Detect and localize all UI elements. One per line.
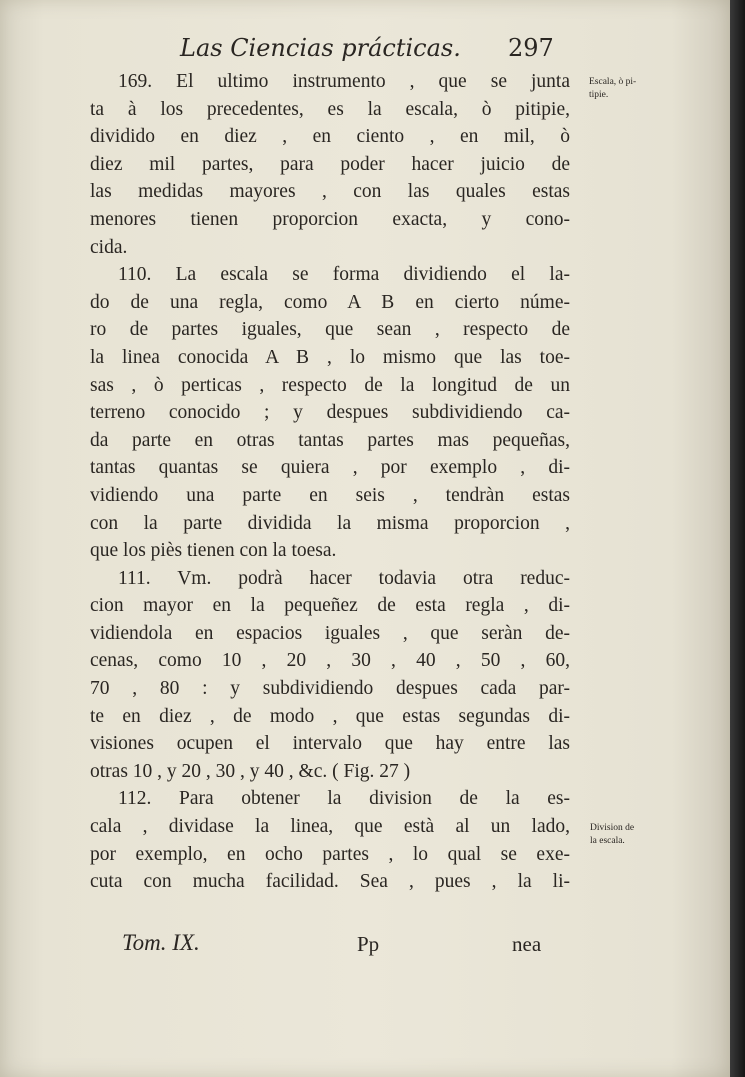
text-line: cuta con mucha facilidad. Sea , pues , la li-: [90, 871, 570, 893]
margin-note-division: [590, 822, 662, 848]
text-line: las medidas mayores , con las quales estas: [90, 181, 570, 203]
text-line: la linea conocida A B , lo mismo que las toe-: [90, 346, 570, 368]
page-footer: [122, 930, 562, 964]
text-line: terreno conocido ; y despues subdividiendo ca-: [90, 402, 570, 424]
text-line: da parte en otras tantas partes mas pequeñas,: [90, 429, 570, 451]
text-line: que los piès tienen con la toesa.: [90, 540, 337, 562]
text-line: cida.: [90, 236, 128, 258]
margin-note-line: la escala.: [590, 836, 625, 846]
text-line: cala , dividase la linea, que està al un lado,: [90, 816, 570, 838]
margin-note-line: tipie.: [589, 90, 609, 100]
running-title: Las Ciencias prácticas.: [180, 34, 461, 62]
text-line: visiones ocupen el intervalo que hay entre las: [90, 733, 570, 755]
text-line: dividido en diez , en ciento , en mil, ò: [90, 126, 570, 148]
catchword: nea: [512, 932, 542, 956]
text-line: 112. Para obtener la division de la es-: [118, 788, 570, 810]
volume-label: Tom. IX.: [122, 930, 200, 955]
margin-note-escala: [589, 76, 661, 102]
text-line: por exemplo, en ocho partes , lo qual se exe-: [90, 843, 570, 865]
margin-note-line: Escala, ò pi-: [589, 77, 637, 87]
signature-mark: Pp: [357, 932, 380, 956]
body-text: [90, 68, 570, 896]
text-line: cion mayor en la pequeñez de esta regla , di-: [90, 595, 570, 617]
text-line: cenas, como 10 , 20 , 30 , 40 , 50 , 60,: [90, 650, 570, 672]
margin-note-line: Division de: [590, 823, 635, 833]
text-line: 111. Vm. podrà hacer todavia otra reduc-: [118, 567, 570, 589]
text-line: do de una regla, como A B en cierto núme-: [90, 291, 570, 313]
text-line: vidiendo una parte en seis , tendràn estas: [90, 484, 570, 506]
text-line: sas , ò perticas , respecto de la longitud de un: [90, 374, 570, 396]
text-line: ta à los precedentes, es la escala, ò pitipie,: [90, 98, 570, 120]
running-header: [180, 34, 580, 68]
text-line: te en diez , de modo , que estas segundas di-: [90, 705, 570, 727]
page-number: 297: [508, 34, 554, 62]
text-line: 169. El ultimo instrumento , que se junta: [118, 71, 570, 92]
text-line: vidiendola en espacios iguales , que seràn de-: [90, 622, 570, 644]
text-line: tantas quantas se quiera , por exemplo , di-: [90, 457, 570, 479]
text-line: ro de partes iguales, que sean , respecto de: [90, 319, 570, 341]
text-line: diez mil partes, para poder hacer juicio de: [90, 153, 570, 175]
text-line: menores tienen proporcion exacta, y cono-: [90, 208, 570, 230]
text-line: con la parte dividida la misma proporcion ,: [90, 512, 570, 534]
text-line: 70 , 80 : y subdividiendo despues cada par-: [90, 678, 570, 700]
text-line: otras 10 , y 20 , 30 , y 40 , &c. ( Fig. 27 ): [90, 760, 411, 782]
text-line: 110. La escala se forma dividiendo el la-: [118, 264, 570, 286]
page-edge: [730, 0, 745, 1077]
